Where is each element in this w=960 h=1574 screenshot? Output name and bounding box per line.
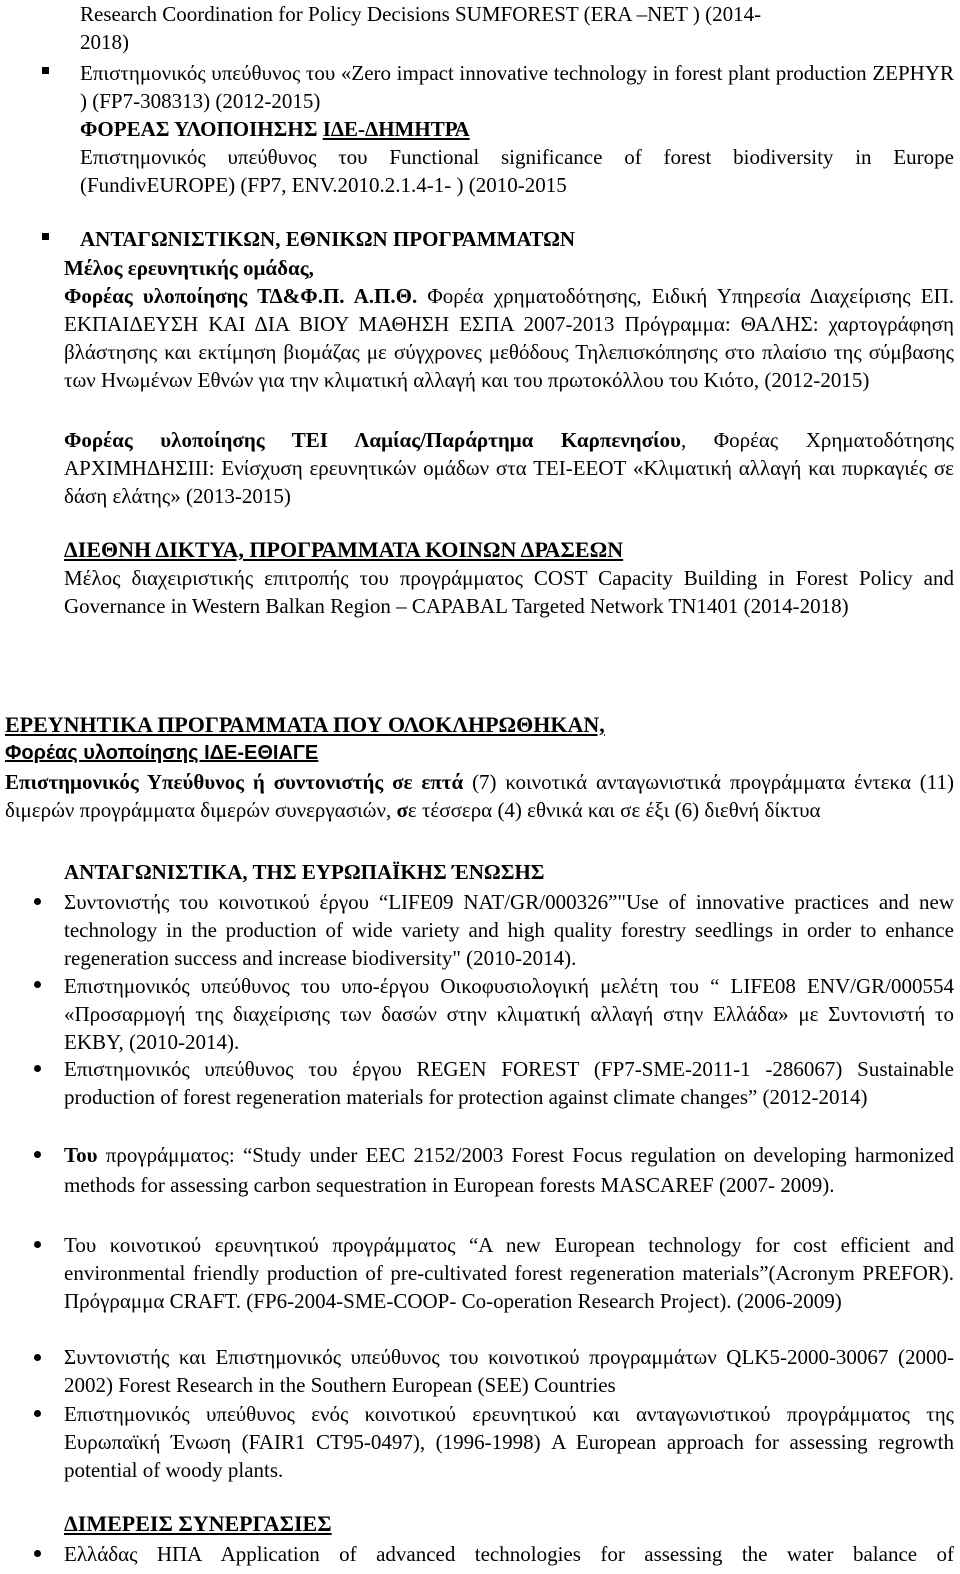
foreas-dimitra-prefix: ΦΟΡΕΑΣ ΥΛΟΠΟΙΗΣΗΣ xyxy=(80,117,323,141)
bilateral-item-1: Ελλάδας ΗΠΑ Application of advanced technologies for assessing the water balance of xyxy=(64,1542,954,1566)
eu-item-6: Συντονιστής και Επιστημονικός υπεύθυνος του κοινοτικού προγραμμάτων QLK5-2000-30067 (2000-2002) Forest Research in the Southern European (SEE) Countries xyxy=(64,1345,954,1397)
sumforest-text xyxy=(80,0,954,56)
networks-heading: ΔΙΕΘΝΗ ΔΙΚΤΥΑ, ΠΡΟΓΡΑΜΜΑΤΑ ΚΟΙΝΩΝ ΔΡΑΣΕΩΝ xyxy=(64,537,624,562)
round-bullet-icon xyxy=(34,1065,41,1072)
zephyr-item: Επιστημονικός υπεύθυνος του «Zero impact innovative technology in forest plant production ZEPHYR ) (FP7-308313) (2012-2015) xyxy=(80,61,954,113)
eu-item-3: Επιστημονικός υπεύθυνος του έργου REGEN FOREST (FP7-SME-2011-1 -286067) Sustainable production of forest regeneration materials for protection against climate changes” (2012-2014) xyxy=(64,1057,954,1109)
completed-intro-bold: Επιστημονικός Υπεύθυνος ή συντονιστής σε επτά xyxy=(5,770,464,794)
round-bullet-icon xyxy=(34,1410,41,1417)
member-label: Μέλος ερευνητικής ομάδας, xyxy=(64,256,314,280)
fundiv-item: Επιστημονικός υπεύθυνος του Functional significance of forest biodiversity in Europe (FundivEUROPE) (FP7, ENV.2010.2.1.4-1- ) (2010-2015 xyxy=(80,145,954,197)
eu-heading: ΑΝΤΑΓΩΝΙΣΤΙΚΑ, ΤΗΣ ΕΥΡΩΠΑΪΚΗΣ ΈΝΩΣΗΣ xyxy=(64,860,545,884)
round-bullet-icon xyxy=(34,981,41,988)
completed-intro xyxy=(5,768,954,824)
national-paragraph xyxy=(64,282,954,394)
round-bullet-icon xyxy=(34,1241,41,1248)
foreas-dimitra-link[interactable]: ΙΔΕ-ΔΗΜΗΤΡΑ xyxy=(322,117,470,141)
eu-item-1: Συντονιστής του κοινοτικού έργου “LIFE09 NAT/GR/000326”"Use of innovative practices and new technology in the production of wide variety and high quality forestry seedlings in order to enhance regeneration success and increase biodiversity" (2010-2014). xyxy=(64,890,954,970)
round-bullet-icon xyxy=(34,898,41,905)
round-bullet-icon xyxy=(34,1354,41,1361)
completed-intro-bold2: σ xyxy=(396,798,408,822)
completed-intro-text2: ε τέσσερα (4) εθνικά και σε έξι (6) διεθνή δίκτυα xyxy=(407,798,821,822)
national-heading: ΑΝΤΑΓΩΝΙΣΤΙΚΩΝ, ΕΘΝΙΚΩΝ ΠΡΟΓΡΑΜΜΑΤΩΝ xyxy=(80,227,576,251)
square-bullet-icon xyxy=(42,233,49,240)
square-bullet-icon xyxy=(42,67,49,74)
foreas-tei: Φορέας υλοποίησης ΤΕΙ Λαμίας/Παράρτημα Καρπενησίου xyxy=(64,428,681,452)
completed-intro-text: (7) κοινοτικά ανταγωνιστικά προγράμματα έντεκα (11) διμερών προγράμματα διμερών συνεργασιών, xyxy=(5,770,954,822)
round-bullet-icon xyxy=(34,1151,41,1158)
networks-text: Μέλος διαχειριστικής επιτροπής του προγράμματος COST Capacity Building in Forest Policy and Governance in Western Balkan Region – CAPABAL Targeted Network TN1401 (2014-2018) xyxy=(64,566,954,618)
foreas-tdfp: Φορέας υλοποίησης ΤΔ&Φ.Π. Α.Π.Θ. xyxy=(64,284,418,308)
bilateral-heading: ΔΙΜΕΡΕΙΣ ΣΥΝΕΡΓΑΣΙΕΣ xyxy=(64,1511,332,1536)
national-paragraph-text: Φορέα χρηματοδότησης, Ειδική Υπηρεσία Διαχείρισης ΕΠ. ΕΚΠΑΙΔΕΥΣΗ ΚΑΙ ΔΙΑ ΒΙΟΥ ΜΑΘΗΣΗ ΕΣΠΑ 2007-2013 Πρόγραμμα: ΘΑΛΗΣ: χαρτογράφηση βλάστησης και εκτίμηση βιομάζας με σύγχρονες μεθόδους Τηλεπισκόπησης στο πλαίσιο της σύμβασης των Ηνωμένων Εθνών για την κλιματική αλλαγή και του πρωτοκόλλου του Κιότο, (2012-2015) xyxy=(64,284,954,392)
foreas-tei-text: , Φορέας Χρηματοδότησης ΑΡΧΙΜΗΔΗΣΙΙΙ: Ενίσχυση ερευνητικών ομάδων στα ΤΕΙ-ΕΕΟΤ «Κλιματική αλλαγή και πυρκαγιές σε δάση ελάτης» (2013-2015) xyxy=(64,428,954,508)
sumforest-line-2: 2018) xyxy=(80,30,129,54)
eu-item-4-bold: Του xyxy=(64,1143,106,1167)
foreas-tei-paragraph xyxy=(64,426,954,510)
eu-item-2: Επιστημονικός υπεύθυνος του υπο-έργου Οικοφυσιολογική μελέτη του “ LIFE08 ENV/GR/000554 «Προσαρμογή της διαχείρισης των δασών στην κλιματική αλλαγή στην Ελλάδα» με Συντονιστή το ΕΚΒΥ, (2010-2014). xyxy=(64,974,954,1054)
sumforest-line-1: Research Coordination for Policy Decisions SUMFOREST (ERA –NET ) (2014- xyxy=(80,2,762,26)
foreas-dimitra xyxy=(80,115,470,143)
round-bullet-icon xyxy=(34,1550,41,1557)
eu-item-7: Επιστημονικός υπεύθυνος ενός κοινοτικού ερευνητικού και ανταγωνιστικού προγράμματος της Ευρωπαϊκή Ένωση (FAIR1 CT95-0497), (1996-1998) A European approach for assessing regrowth potential of woody plants. xyxy=(64,1402,954,1482)
completed-foreas[interactable]: Φορέας υλοποίησης ΙΔΕ-ΕΘΙΑΓΕ xyxy=(5,742,319,764)
eu-item-4-text: προγράμματος: “Study under EEC 2152/2003 Forest Focus regulation on developing harmonized methods for assessing carbon sequestration in European forests MASCAREF (2007- 2009). xyxy=(64,1143,955,1197)
eu-item-5: Του κοινοτικού ερευνητικού προγράμματος “A new European technology for cost efficient and environmental friendly production of pre-cultivated forest regeneration materials”(Acronym PREFOR). Πρόγραμμα CRAFT. (FP6-2004-SME-COOP- Co-operation Research Project). (2006-2009) xyxy=(64,1233,954,1313)
completed-heading: ΕΡΕΥΝΗΤΙΚΑ ΠΡΟΓΡΑΜΜΑΤΑ ΠΟΥ ΟΛΟΚΛΗΡΩΘΗΚΑΝ, xyxy=(5,712,605,737)
eu-item-4 xyxy=(64,1140,954,1200)
